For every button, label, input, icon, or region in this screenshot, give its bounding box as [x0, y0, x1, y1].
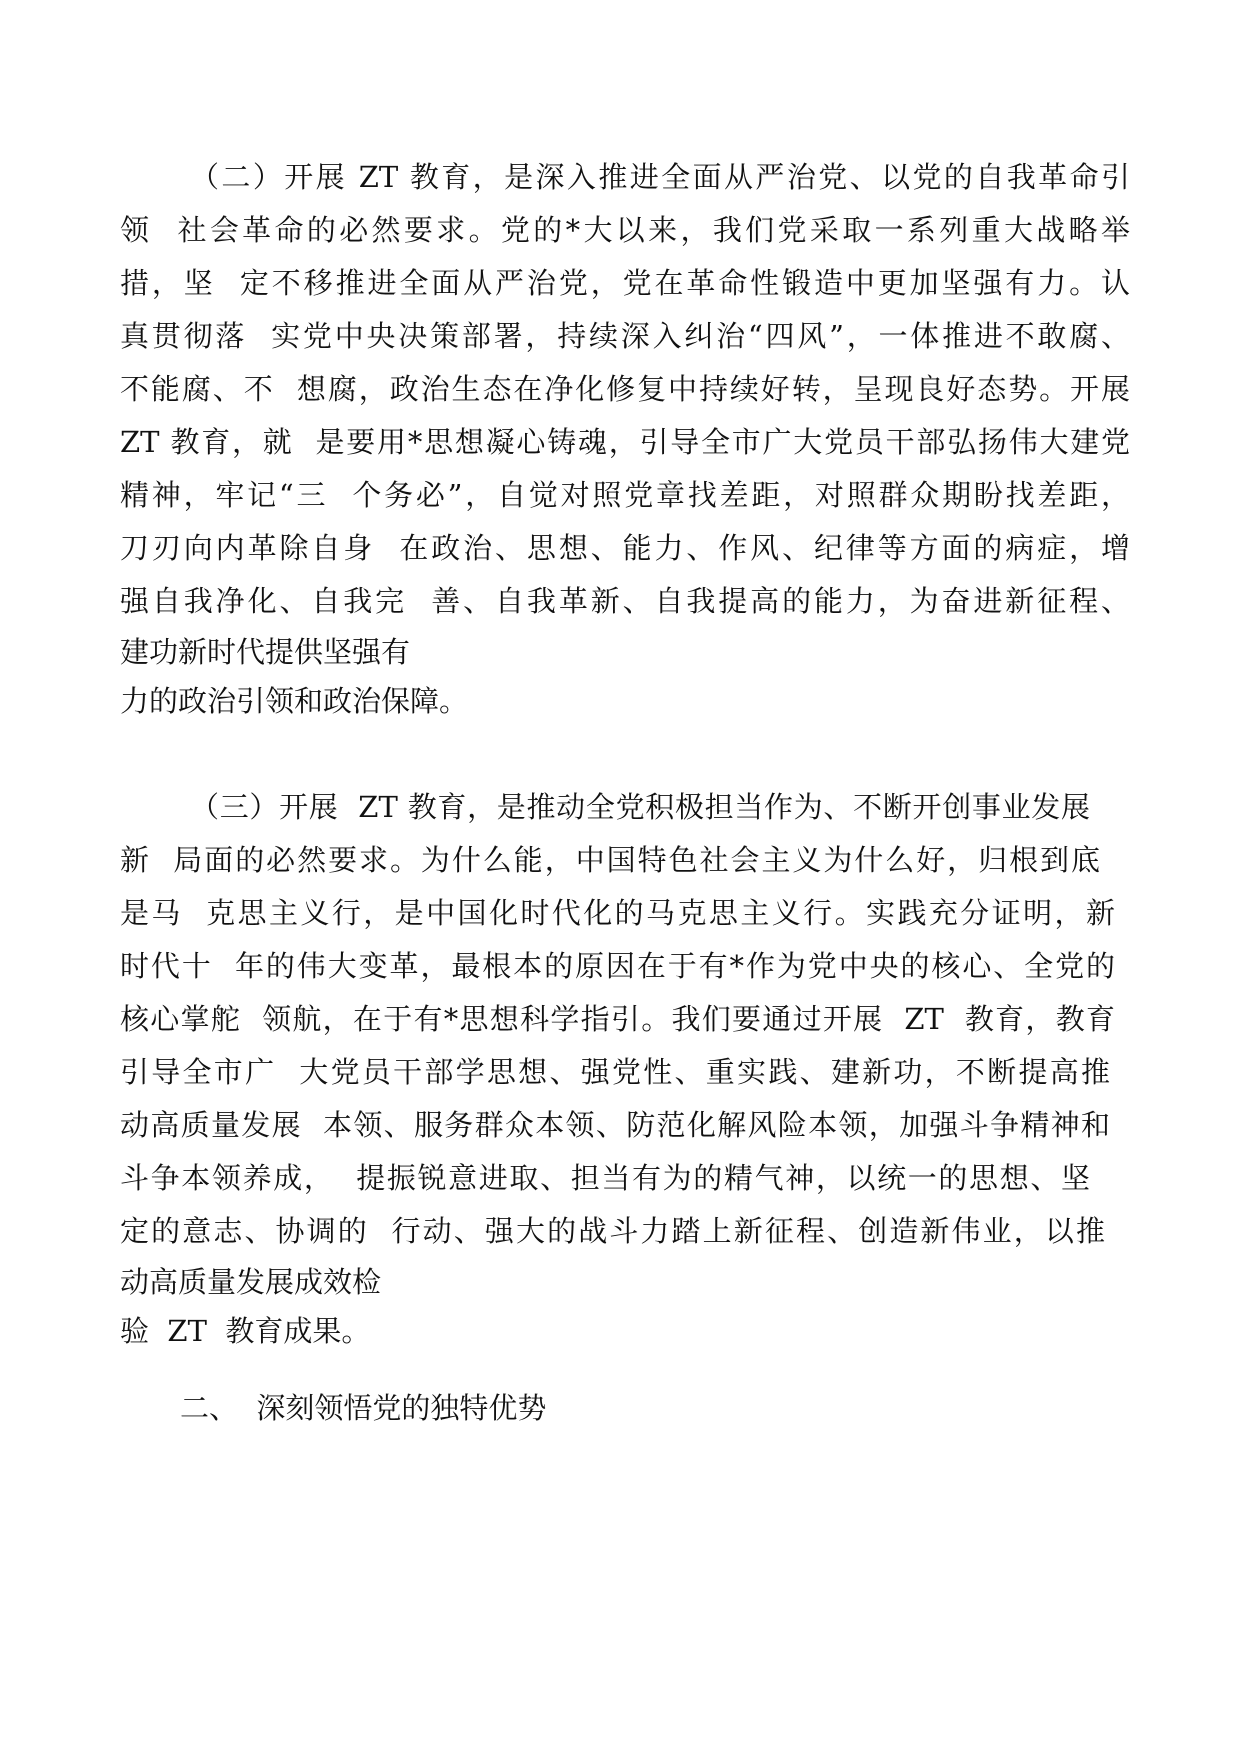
- section-2-line-7: 精神，牢记“三 个务必”，自觉对照党章找差距，对照群众期盼找差距，: [120, 478, 1130, 512]
- section-3-line-2: 新 局面的必然要求。为什么能，中国特色社会主义为什么好，归根到底: [120, 843, 1100, 877]
- section-2-line-11: 力的政治引领和政治保障。: [120, 684, 469, 718]
- section-3-line-10: 动高质量发展成效检: [120, 1265, 382, 1299]
- section-3-line-9: 定的意志、协调的 行动、强大的战斗力踏上新征程、创造新伟业，以推: [120, 1214, 1105, 1248]
- section-3-line-11: 验 ZT 教育成果。: [120, 1314, 371, 1348]
- section-2-line-2: 领 社会革命的必然要求。党的*大以来，我们党采取一系列重大战略举: [120, 213, 1130, 247]
- section-3-line-7: 动高质量发展 本领、服务群众本领、防范化解风险本领，加强斗争精神和: [120, 1108, 1110, 1142]
- section-2-line-10: 建功新时代提供坚强有: [120, 635, 411, 669]
- section-2-line-9: 强自我净化、自我完 善、自我革新、自我提高的能力，为奋进新征程、: [120, 584, 1130, 618]
- section-2-line-5: 不能腐、不 想腐，政治生态在净化修复中持续好转，呈现良好态势。开展: [120, 372, 1130, 406]
- section-3-line-8: 斗争本领养成， 提振锐意进取、担当有为的精气神，以统一的思想、坚: [120, 1161, 1090, 1195]
- section-3-line-3: 是马 克思主义行，是中国化时代化的马克思主义行。实践充分证明，新: [120, 896, 1115, 930]
- section-2-line-6: ZT 教育，就 是要用*思想凝心铸魂，引导全市广大党员干部弘扬伟大建党: [120, 425, 1130, 459]
- section-2-line-4: 真贯彻落 实党中央决策部署，持续深入纠治“四风”，一体推进不敢腐、: [120, 319, 1130, 353]
- section-2-line-8: 刀刃向内革除自身 在政治、思想、能力、作风、纪律等方面的病症，增: [120, 531, 1130, 565]
- section-3-line-1: （三）开展 ZT 教育，是推动全党积极担当作为、不断开创事业发展: [190, 790, 1090, 824]
- section-2-line-3: 措，坚 定不移推进全面从严治党，党在革命性锻造中更加坚强有力。认: [120, 266, 1130, 300]
- section-2-line-1: （二）开展 ZT 教育，是深入推进全面从严治党、以党的自我革命引: [190, 160, 1130, 194]
- section-3-line-4: 时代十 年的伟大变革，最根本的原因在于有*作为党中央的核心、全党的: [120, 949, 1115, 983]
- section-3-line-6: 引导全市广 大党员干部学思想、强党性、重实践、建新功，不断提高推: [120, 1055, 1110, 1089]
- section-3-line-5: 核心掌舵 领航，在于有*思想科学指引。我们要通过开展 ZT 教育，教育: [120, 1002, 1115, 1036]
- section-heading: 二、 深刻领悟党的独特优势: [180, 1391, 547, 1425]
